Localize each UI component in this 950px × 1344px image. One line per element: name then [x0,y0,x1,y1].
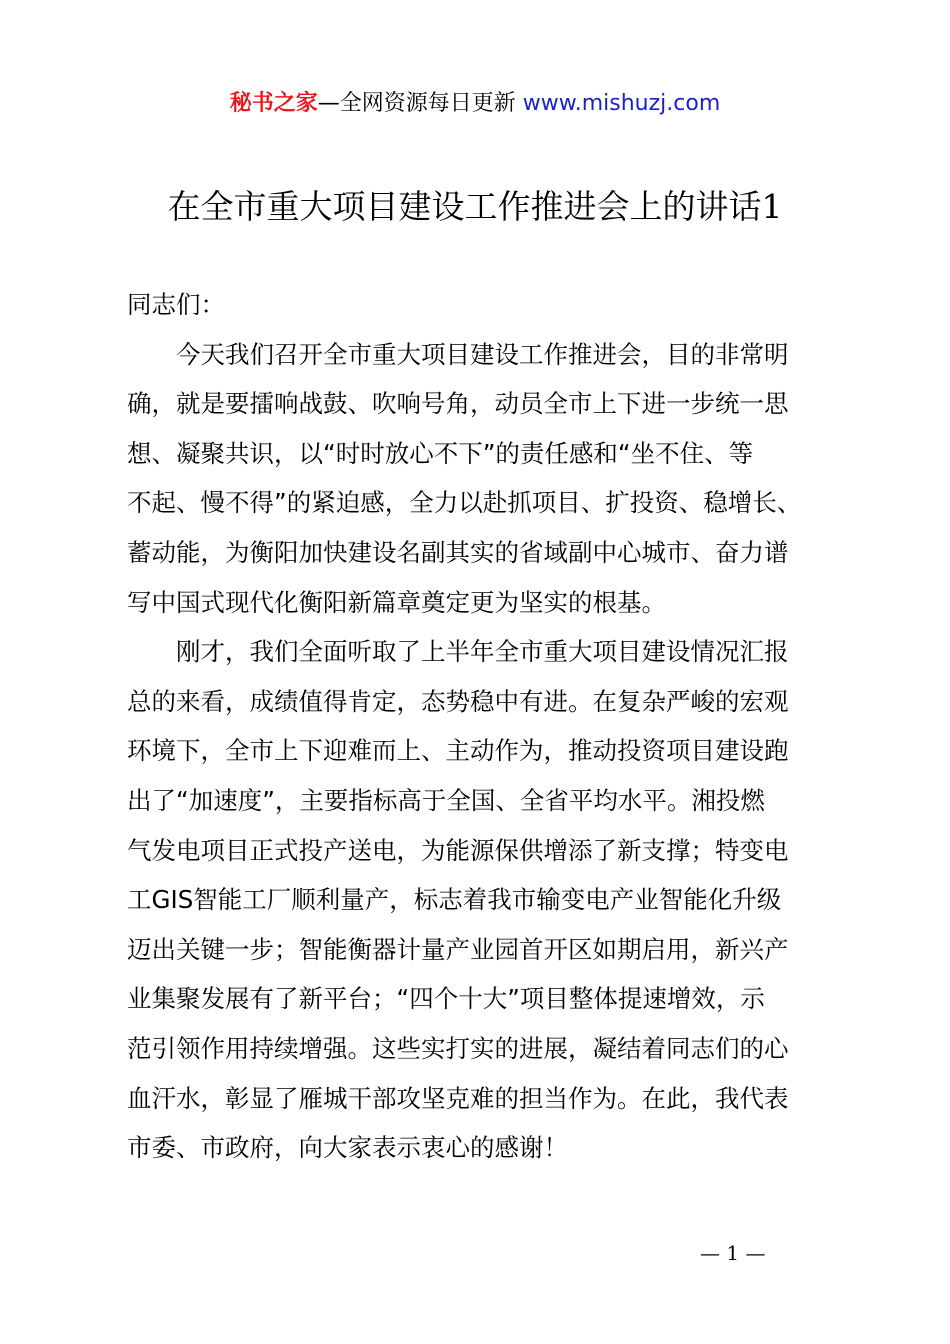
brand-name: 秘书之家 [229,91,318,116]
header-tagline: —全网资源每日更新 [317,91,516,116]
site-url-link[interactable]: www.mishuzj.com [522,91,721,116]
header-banner [0,88,950,120]
paragraph-line: 迈出关键一步；智能衡器计量产业园首开区如期启用，新兴产 [127,934,789,964]
page-number: — 1 — [700,1241,766,1265]
paragraph-line: 写中国式现代化衡阳新篇章奠定更为坚实的根基。 [127,587,666,617]
paragraph-line: 蓄动能，为衡阳加快建设名副其实的省域副中心城市、奋力谱 [127,537,789,567]
document-title [0,184,950,230]
paragraph-line: 环境下，全市上下迎难而上、主动作为，推动投资项目建设跑 [127,736,789,766]
paragraph-line: 想、凝聚共识，以“时时放心不下”的责任感和“坐不住、等 [127,438,754,468]
paragraph-line: 不起、慢不得”的紧迫感，全力以赴抓项目、扩投资、稳增长、 [127,488,802,518]
paragraph-line: 确，就是要擂响战鼓、吹响号角，动员全市上下进一步统一思 [127,389,789,419]
paragraph-line: 血汗水，彰显了雁城干部攻坚克难的担当作为。在此，我代表 [127,1083,789,1113]
paragraph-line: 工GIS智能工厂顺利量产，标志着我市输变电产业智能化升级 [127,885,782,915]
document-body [127,280,847,1173]
paragraph-line: 气发电项目正式投产送电，为能源保供增添了新支撑；特变电 [127,835,789,865]
paragraph-line: 出了“加速度”，主要指标高于全国、全省平均水平。湘投燃 [127,785,765,815]
paragraph-line: 市委、市政府，向大家表示衷心的感谢！ [127,1133,568,1163]
paragraph-line: 范引领作用持续增强。这些实打实的进展，凝结着同志们的心 [127,1033,789,1063]
title-number: 1 [761,187,783,226]
paragraph-line: 今天我们召开全市重大项目建设工作推进会，目的非常明 [176,339,789,369]
salutation: 同志们： [127,290,225,319]
paragraph-1 [127,330,847,628]
paragraph-line: 总的来看，成绩值得肯定，态势稳中有进。在复杂严峻的宏观 [127,686,789,716]
paragraph-2 [127,627,847,1173]
paragraph-line: 刚才，我们全面听取了上半年全市重大项目建设情况汇报 [176,637,789,667]
paragraph-line: 业集聚发展有了新平台；“四个十大”项目整体提速增效，示 [127,984,765,1014]
title-text: 在全市重大项目建设工作推进会上的讲话 [167,187,762,226]
